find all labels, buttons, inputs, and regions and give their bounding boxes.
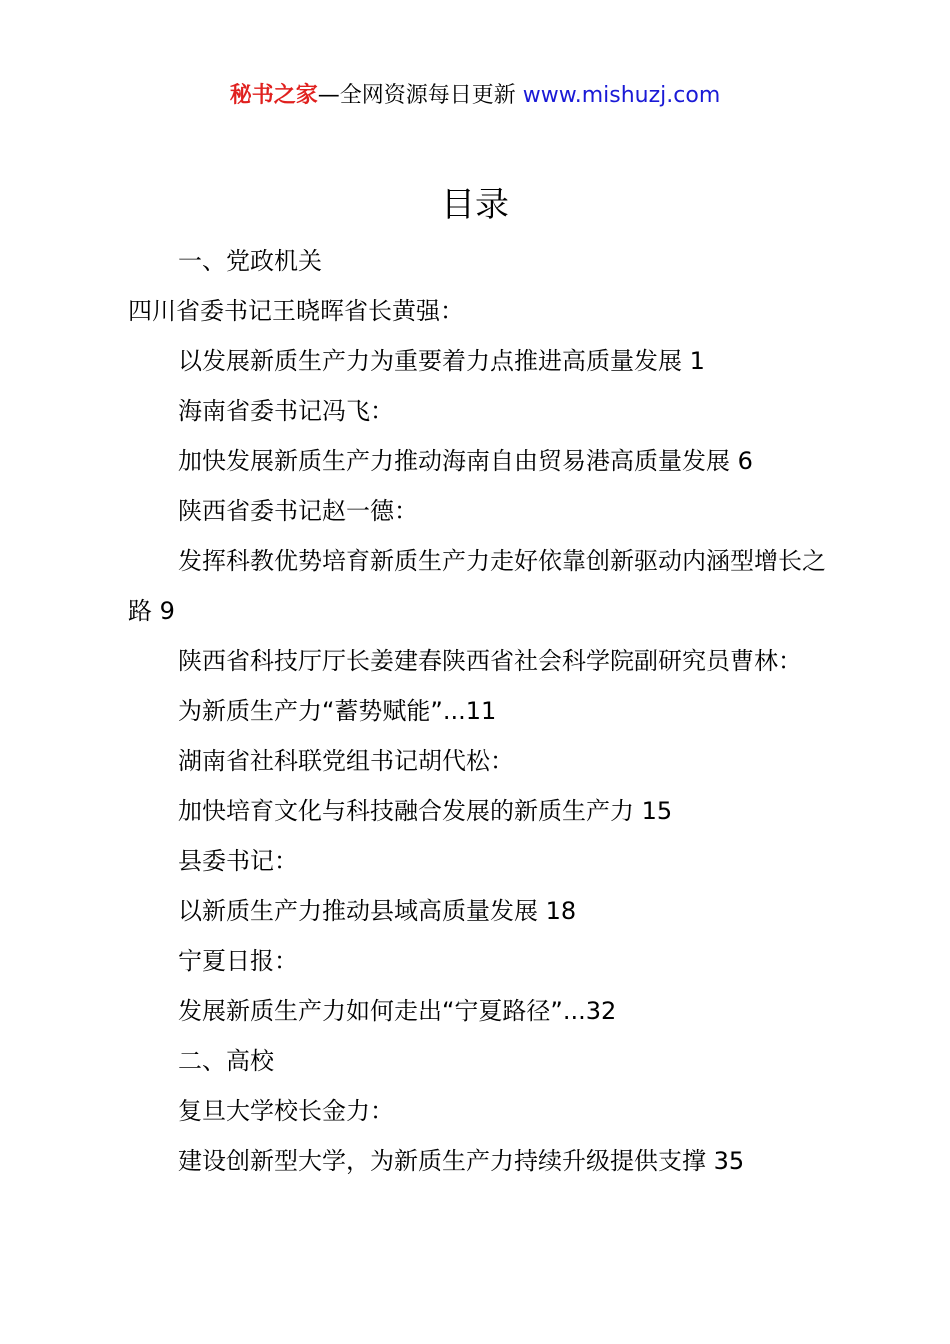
toc-entry: 加快发展新质生产力推动海南自由贸易港高质量发展 6 [178,447,753,475]
toc-entry: 四川省委书记王晓晖省长黄强： [128,297,464,325]
site-url-link[interactable]: www.mishuzj.com [522,83,721,108]
toc-entry: 加快培育文化与科技融合发展的新质生产力 15 [178,797,673,825]
toc-entry: 为新质生产力“蓄势赋能”...11 [178,697,497,725]
table-of-contents [128,236,840,1186]
toc-entry: 宁夏日报： [178,947,298,975]
toc-entry: 建设创新型大学，为新质生产力持续升级提供支撑 35 [178,1147,745,1175]
page-header [0,80,950,112]
toc-entry: 以新质生产力推动县域高质量发展 18 [178,897,577,925]
toc-entry: 二、高校 [178,1047,274,1075]
toc-entry: 县委书记： [178,847,298,875]
page-title: 目录 [441,185,509,225]
toc-entry: 陕西省科技厅厅长姜建春陕西省社会科学院副研究员曹林： [178,647,802,675]
toc-entry: 湖南省社科联党组书记胡代松： [178,747,514,775]
toc-entry: 发展新质生产力如何走出“宁夏路径”...32 [178,997,617,1025]
toc-entry: 海南省委书记冯飞： [178,397,394,425]
toc-entry: 以发展新质生产力为重要着力点推进高质量发展 1 [178,347,705,375]
toc-entry: 陕西省委书记赵一德： [178,497,418,525]
header-tagline: —全网资源每日更新 [317,83,516,108]
brand-name: 秘书之家 [229,83,318,108]
toc-entry: 发挥科教优势培育新质生产力走好依靠创新驱动内涵型增长之路 9 [128,547,826,625]
toc-entry: 复旦大学校长金力： [178,1097,394,1125]
toc-entry: 一、党政机关 [178,247,322,275]
